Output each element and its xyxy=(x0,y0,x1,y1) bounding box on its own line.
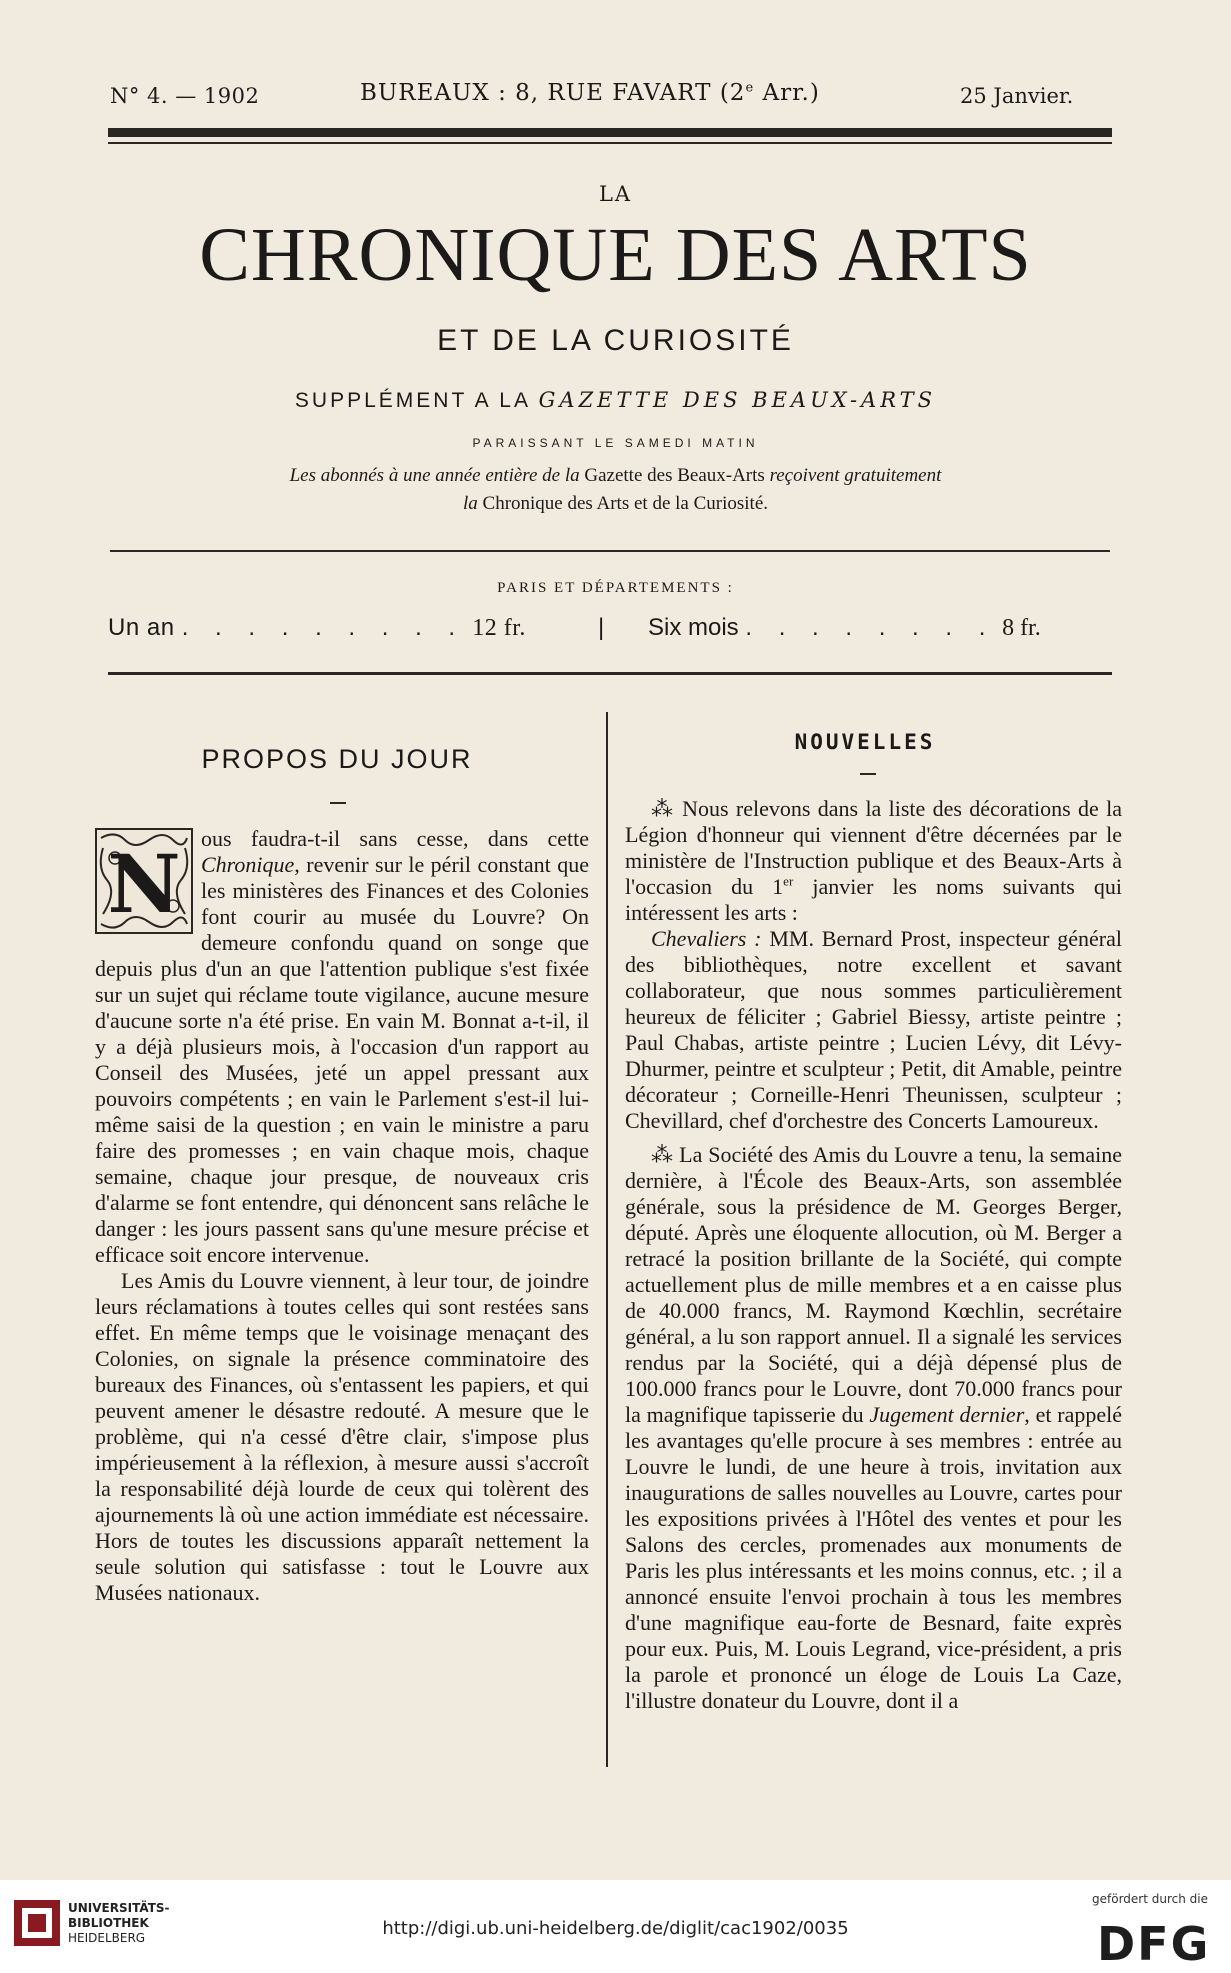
right-column-text: ⁂ Nous relevons dans la liste des décorations de la Légion d'honneur qui viennent d'être décernées par le ministère de l'Instruction publique et des Beaux-Arts à l'occasion du 1er janvier les noms suivants qui intéressent les arts : Chevaliers : MM. Bernard Prost, inspecteur général des bibliothèques, notre excellent et savant collaborateur, que nous sommes particulièrement heureux de féliciter ; Gabriel Biessy, artiste peintre ; Paul Chabas, artiste peintre ; Lucien Lévy, dit Lévy-Dhurmer, peintre et sculpteur ; Petit, dit Amable, peintre décorateur ; Corneille-Henri Theunissen, sculpteur ; Chevillard, chef d'orchestre des Concerts Lamoureux. ⁂ La Société des Amis du Louvre a tenu, la semaine dernière, à l'École des Beaux-Arts, son assemblée générale, sous la présidence de M. Georges Berger, député. Après une éloquente allocution, où M. Berger a retracé la position brillante de la Société, qui compte actuellement plus de mille membres et a en caisse plus de 40.000 francs, M. Raymond Kœchlin, secrétaire général, a lu son rapport annuel. Il a signalé les services rendus par la Société, qui a déjà dépensé plus de 100.000 francs pour le Louvre, dont 70.000 francs pour la magnifique tapisserie du Jugement dernier, et rappelé les avantages qu'elle procure à ses membres : entrée au Louvre le lundi, de une heure à trois, invitation aux inaugurations de salles nouvelles au Louvre, cartes pour les expositions privées à l'Hôtel des ventes et pour les Salons des cercles, promenades aux monuments de Paris les plus intéressants et les moins connus, etc. ; il a annoncé ensuite l'envoi prochain à tous les membres d'une magnifique eau-forte de Besnard, faite exprès pour eux. Puis, M. Louis Legrand, vice-président, a pris la parole et prononcé un éloge de Louis La Caze, l'illustre donateur du Louvre, dont il a xyxy=(625,796,1123,1713)
svg-text:N: N xyxy=(107,837,181,931)
issue-date: 25 Janvier. xyxy=(960,84,1074,108)
funded-by-label: gefördert durch die xyxy=(1092,1892,1208,1906)
subscription-rule xyxy=(108,672,1112,675)
left-column-text: N ous faudra-t-il sans cesse, dans cette Chronique, revenir sur le péril constant que les ministères des Finances et des Colonies font courir au musée du Louvre? On demeure confondu quand on songe que depuis plus d'un an que l'attention publique s'est fixée sur un sujet qui réclame toute vigilance, aucune mesure d'aucune sorte n'a été prise. En vain M. Bonnat a-t-il, il y a déjà plusieurs mois, à l'occasion d'un rapport au Conseil des Musées, jeté un appel pressant aux pouvoirs compétents ; en vain le Parlement s'est-il lui-même saisi de la question ; en vain le ministre a paru faire des promesses ; en vain chaque mois, chaque semaine, chaque jour presque, de nouveaux cris d'alarme se font entendre, qui dénoncent sans relâche le danger : les jours passent sans qu'une mesure précise et efficace soit encore intervenue. Les Amis du Louvre viennent, à leur tour, de joindre leurs réclamations à toutes celles qui sont restées sans effet. En même temps que le voisinage menaçant des Colonies, on signale la présence comminatoire des bureaux des Finances, où s'entassent les papiers, et qui peuvent amener le désastre redouté. A mesure que le problème, qui n'a cessé d'être clair, s'impose plus impérieusement à la réflexion, à mesure aussi s'accroît la responsabilité déjà lourde de ceux qui tolèrent des ajournements là où une action immédiate est nécessaire. Hors de toutes les discussions apparaît nettement la seule solution qui satisfasse : tout le Louvre aux Musées nationaux. xyxy=(95,826,589,1605)
left-paragraph-2: Les Amis du Louvre viennent, à leur tour, de joindre leurs réclamations à toutes celles qui sont restées sans effet. En même temps que le voisinage menaçant des Colonies, on signale la présence comminatoire des bureaux des Finances, où s'entassent les papiers, et qui peuvent amener le désastre redouté. A mesure que le problème, qui n'a cessé d'être clair, s'impose plus impérieusement à la réflexion, à mesure aussi s'accroît la responsabilité déjà lourde de ceux qui tolèrent des ajournements là où une action immédiate est nécessaire. Hors de toutes les discussions apparaît nettement la seule solution qui satisfasse : tout le Louvre aux Musées nationaux. xyxy=(95,1268,589,1605)
svg-text:BIBLIOTHEK: BIBLIOTHEK xyxy=(68,1916,149,1930)
left-column-title: PROPOS DU JOUR xyxy=(201,744,473,774)
svg-text:HEIDELBERG: HEIDELBERG xyxy=(68,1931,146,1945)
right-title-dash xyxy=(860,773,876,775)
masthead-rule xyxy=(110,550,1110,552)
right-paragraph-2: Chevaliers : MM. Bernard Prost, inspecteur général des bibliothèques, notre excellent et savant collaborateur, que nous sommes particulièrement heureux de féliciter ; Gabriel Biessy, artiste peintre ; Paul Chabas, artiste peintre ; Lucien Lévy, dit Lévy-Dhurmer, peintre et sculpteur ; Petit, dit Amable, peintre décorateur ; Corneille-Henri Theunissen, sculpteur ; Chevillard, chef d'orchestre des Concerts Lamoureux. xyxy=(625,926,1122,1133)
issue-number: N° 4. — 1902 xyxy=(110,84,260,108)
frequency-line: PARAISSANT LE SAMEDI MATIN xyxy=(472,436,759,450)
masthead-article: LA xyxy=(598,182,633,206)
header-rule-thin xyxy=(108,142,1112,144)
asterism-icon: ⁂ xyxy=(651,1142,674,1167)
supplement-line: SUPPLÉMENT A LA GAZETTE DES BEAUX-ARTS xyxy=(294,388,937,412)
masthead-title: CHRONIQUE DES ARTS xyxy=(199,213,1032,297)
subscription-label: PARIS ET DÉPARTEMENTS : xyxy=(497,580,734,596)
notice-line-2: la Chronique des Arts et de la Curiosité. xyxy=(462,493,768,514)
asterism-icon: ⁂ xyxy=(651,796,675,821)
header-rule-thick xyxy=(108,128,1112,137)
price-half-year: Six mois . . . . . . . . 8 fr. xyxy=(648,614,1041,641)
right-column-title: NOUVELLES xyxy=(794,730,936,754)
ornamental-dropcap-icon xyxy=(95,828,193,934)
notice-line-1: Les abonnés à une année entière de la Gazette des Beaux-Arts reçoivent gratuitement xyxy=(289,465,942,486)
svg-text:UNIVERSITÄTS-: UNIVERSITÄTS- xyxy=(68,1901,170,1915)
office-address: BUREAUX : 8, RUE FAVART (2e Arr.) xyxy=(360,80,820,106)
masthead-subtitle: ET DE LA CURIOSITÉ xyxy=(437,324,794,357)
left-title-dash xyxy=(330,802,346,804)
column-divider xyxy=(606,712,608,1767)
dfg-logo xyxy=(1095,1912,1221,1967)
digital-url-link[interactable]: http://digi.ub.uni-heidelberg.de/diglit/cac1902/0035 xyxy=(382,1918,849,1939)
svg-text:DFG: DFG xyxy=(1097,1917,1211,1967)
right-paragraph-3: ⁂ La Société des Amis du Louvre a tenu, la semaine dernière, à l'École des Beaux-Arts, son assemblée générale, sous la présidence de M. Georges Berger, député. Après une éloquente allocution, où M. Berger a retracé la position brillante de la Société, qui compte actuellement plus de mille membres et a en caisse plus de 40.000 francs, M. Raymond Kœchlin, secrétaire général, a lu son rapport annuel. Il a signalé les services rendus par la Société, qui a déjà dépensé plus de 100.000 francs pour le Louvre, dont 70.000 francs pour la magnifique tapisserie du Jugement dernier, et rappelé les avantages qu'elle procure à ses membres : entrée au Louvre le lundi, de une heure à trois, invitation aux inaugurations de salles nouvelles au Louvre, cartes pour les expositions privées à l'Hôtel des ventes et pour les Salons des cercles, promenades aux monuments de Paris les plus intéressants et les moins connus, etc. ; il a annoncé ensuite l'envoi prochain à tous les membres d'une magnifique eau-forte de Besnard, faite exprès pour eux. Puis, M. Louis Legrand, vice-président, a pris la parole et prononcé un éloge de Louis La Caze, l'illustre donateur du Louvre, dont il a xyxy=(625,1142,1123,1713)
price-separator: | xyxy=(598,614,605,641)
price-year: Un an . . . . . . . . . 12 fr. xyxy=(108,614,526,641)
